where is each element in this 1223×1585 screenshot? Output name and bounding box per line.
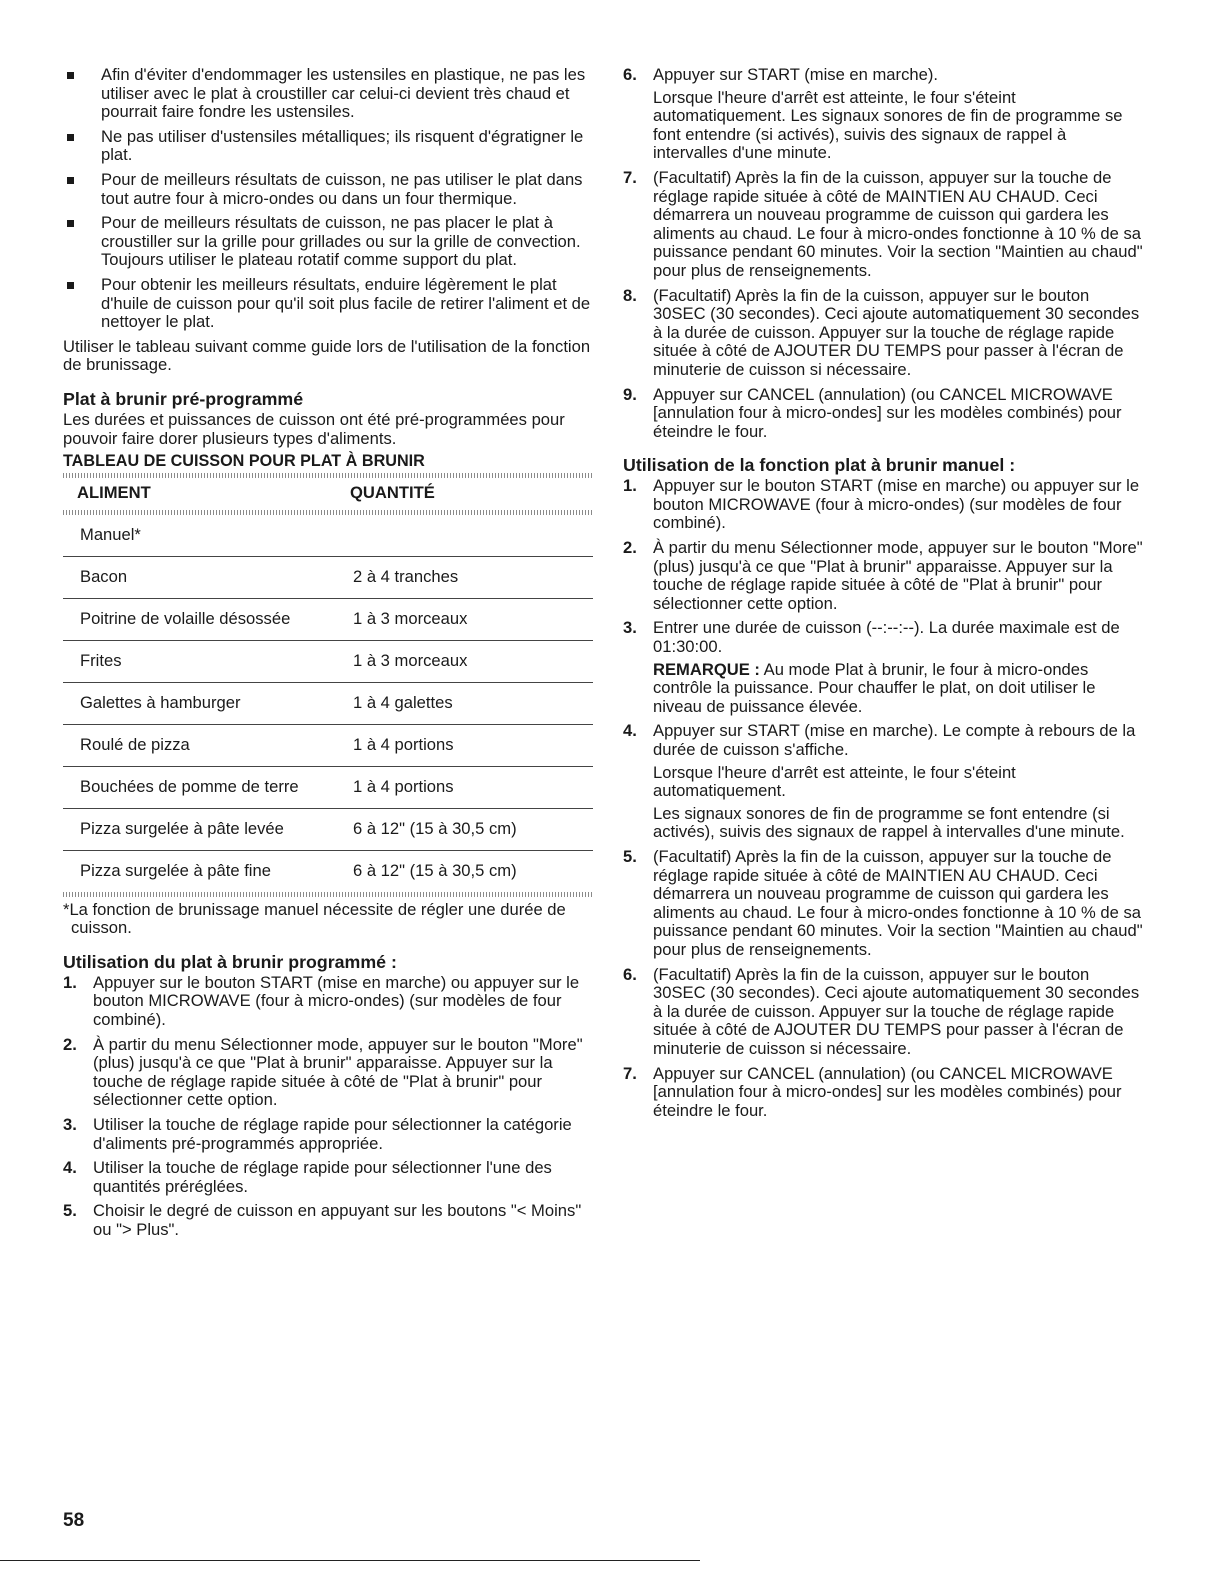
table-caption: TABLEAU DE CUISSON POUR PLAT À BRUNIR — [63, 452, 425, 471]
cell-quantity: 2 à 4 tranches — [353, 566, 459, 586]
cell-food: Manuel* — [80, 524, 141, 544]
remarque-label: REMARQUE : — [653, 659, 760, 679]
step-number: 7. — [623, 1063, 637, 1083]
list-item: Ne pas utiliser d'ustensiles métalliques; ils risquent d'égratigner le plat. — [63, 128, 593, 165]
step-text: (Facultatif) Après la fin de la cuisson, appuyer sur le bouton 30SEC (30 secondes). Ceci ajoute automatiquement 30 secondes à la durée de cuisson. Appuyer sur la touche de réglage rapide située à côté de AJOUTER DU TEMPS pour passer à l'écran de minuterie de cuisson si nécessaire. — [653, 285, 1140, 379]
table-row — [63, 767, 593, 809]
remarque-note — [653, 661, 1143, 717]
step-number: 3. — [63, 1115, 77, 1135]
step-note: Lorsque l'heure d'arrêt est atteinte, le four s'éteint automatiquement. — [653, 762, 1016, 801]
list-item — [623, 66, 1143, 163]
list-item: Pour obtenir les meilleurs résultats, enduire légèrement le plat d'huile de cuisson pour qu'il soit plus facile de retirer l'aliment et de nettoyer le plat. — [63, 276, 593, 332]
step-text: Appuyer sur le bouton START (mise en marche) ou appuyer sur le bouton MICROWAVE (four à micro-ondes) (sur modèles de four combiné). — [653, 476, 1140, 533]
table-rule — [63, 892, 593, 897]
list-item — [63, 974, 593, 1030]
step-text: Appuyer sur START (mise en marche). Le compte à rebours de la durée de cuisson s'affiche. — [653, 721, 1136, 759]
step-text: À partir du menu Sélectionner mode, appuyer sur le bouton "More" (plus) jusqu'à ce que "Plat à brunir" apparaisse. Appuyer sur la touche de réglage rapide située à côté de "Plat à brunir" pour sélectionner cette option. — [653, 538, 1143, 613]
step-text: (Facultatif) Après la fin de la cuisson, appuyer sur le bouton 30SEC (30 secondes). Ceci ajoute automatiquement 30 secondes à la durée de cuisson. Appuyer sur la touche de réglage rapide située à côté de AJOUTER DU TEMPS pour passer à l'écran de minuterie de cuisson si nécessaire. — [653, 964, 1140, 1058]
step-text: Utiliser la touche de réglage rapide pour sélectionner l'une des quantités préréglées. — [93, 1158, 552, 1196]
intro-text: Utiliser le tableau suivant comme guide lors de l'utilisation de la fonction de brunissage. — [63, 336, 591, 375]
list-item — [63, 1036, 593, 1110]
cell-quantity: 6 à 12" (15 à 30,5 cm) — [353, 860, 517, 880]
list-item: Pour de meilleurs résultats de cuisson, ne pas utiliser le plat dans tout autre four à micro-ondes ou dans un four thermique. — [63, 171, 593, 208]
cell-quantity: 1 à 4 portions — [353, 734, 454, 754]
list-item — [623, 287, 1143, 380]
step-number: 6. — [623, 964, 637, 984]
table-header — [63, 478, 593, 510]
right-column — [623, 66, 1143, 1126]
cell-food: Frites — [80, 650, 122, 670]
step-number: 2. — [63, 1034, 77, 1054]
step-text: (Facultatif) Après la fin de la cuisson, appuyer sur la touche de réglage rapide située à côté de MAINTIEN AU CHAUD. Ceci démarrera un nouveau programme de cuisson qui gardera les aliments au chaud. Le four à micro-ondes fonctionne à 10 % de sa puissance pendant 60 minutes. Voir la section "Maintien au chaud" pour plus de renseignements. — [653, 167, 1143, 280]
cell-food: Roulé de pizza — [80, 734, 190, 754]
step-text: (Facultatif) Après la fin de la cuisson, appuyer sur la touche de réglage rapide située à côté de MAINTIEN AU CHAUD. Ceci démarrera un nouveau programme de cuisson qui gardera les aliments au chaud. Le four à micro-ondes fonctionne à 10 % de sa puissance pendant 60 minutes. Voir la section "Maintien au chaud" pour plus de renseignements. — [653, 846, 1143, 959]
step-number: 6. — [623, 65, 637, 84]
manual-heading: Utilisation de la fonction plat à brunir manuel : — [623, 455, 1016, 476]
manual-steps — [623, 477, 1143, 1120]
bullet-icon — [67, 220, 74, 227]
header-quantite: QUANTITÉ — [350, 483, 435, 503]
cell-food: Bouchées de pomme de terre — [80, 776, 299, 796]
preprog-text: Les durées et puissances de cuisson ont été pré-programmées pour pouvoir faire dorer plusieurs types d'aliments. — [63, 409, 565, 448]
table-row — [63, 599, 593, 641]
cooking-table — [63, 473, 593, 897]
header-aliment: ALIMENT — [77, 483, 151, 503]
step-number: 7. — [623, 167, 637, 187]
table-row — [63, 683, 593, 725]
table-row — [63, 557, 593, 599]
step-number: 5. — [623, 846, 637, 866]
step-text: Appuyer sur CANCEL (annulation) (ou CANCEL MICROWAVE [annulation four à micro-ondes] sur les modèles combinés) pour éteindre le four. — [653, 384, 1122, 441]
cell-quantity: 6 à 12" (15 à 30,5 cm) — [353, 818, 517, 838]
table-row — [63, 641, 593, 683]
cell-food: Pizza surgelée à pâte levée — [80, 818, 284, 838]
list-item — [623, 966, 1143, 1059]
step-number: 8. — [623, 285, 637, 305]
list-item — [623, 539, 1143, 613]
cell-food: Galettes à hamburger — [80, 692, 241, 712]
list-item — [63, 1202, 593, 1239]
step-number: 1. — [623, 476, 637, 496]
step-number: 9. — [623, 384, 637, 404]
cell-food: Bacon — [80, 566, 128, 586]
bullet-icon — [67, 72, 74, 79]
bottom-rule — [0, 1560, 700, 1561]
cell-quantity: 1 à 4 portions — [353, 776, 454, 796]
step-number: 3. — [623, 618, 637, 638]
bullet-icon — [67, 177, 74, 184]
list-item: Pour de meilleurs résultats de cuisson, ne pas placer le plat à croustiller sur la grille pour grillades ou sur la grille de convection. Toujours utiliser le plateau rotatif comme support du plat. — [63, 214, 593, 270]
list-item: Afin d'éviter d'endommager les ustensiles en plastique, ne pas les utiliser avec le plat à croustiller car celui-ci devient très chaud et pourrait faire fondre les ustensiles. — [63, 66, 593, 122]
cell-food: Pizza surgelée à pâte fine — [80, 860, 271, 880]
list-item — [623, 619, 1143, 716]
cell-quantity: 1 à 4 galettes — [353, 692, 453, 712]
remarque-text: Au mode Plat à brunir, le four à micro-ondes contrôle la puissance. Pour chauffer le plat, on doit utiliser le niveau de puissance élevée. — [653, 659, 1096, 716]
step-text: Choisir le degré de cuisson en appuyant sur les boutons "< Moins" ou "> Plus". — [93, 1201, 582, 1239]
bullet-icon — [67, 134, 74, 141]
cell-food: Poitrine de volaille désossée — [80, 608, 291, 628]
step-note: Lorsque l'heure d'arrêt est atteinte, le four s'éteint automatiquement. Les signaux sonores de fin de programme se font entendre (si activés), suivis des signaux de rappel à intervalles d'une minute. — [653, 87, 1123, 163]
step-text: À partir du menu Sélectionner mode, appuyer sur le bouton "More" (plus) jusqu'à ce que "Plat à brunir" apparaisse. Appuyer sur la touche de réglage rapide située à côté de "Plat à brunir" pour sélectionner cette option. — [93, 1034, 583, 1110]
prog-steps-continued — [623, 66, 1143, 441]
step-text: Utiliser la touche de réglage rapide pour sélectionner la catégorie d'aliments pré-programmés appropriée. — [93, 1115, 572, 1153]
step-text: Appuyer sur CANCEL (annulation) (ou CANCEL MICROWAVE [annulation four à micro-ondes] sur les modèles combinés) pour éteindre le four. — [653, 1063, 1122, 1120]
table-footnote: *La fonction de brunissage manuel nécessite de régler une durée de cuisson. — [63, 899, 566, 938]
step-number: 5. — [63, 1201, 77, 1221]
prog-steps — [63, 974, 593, 1240]
step-text: Appuyer sur START (mise en marche). — [653, 65, 938, 84]
table-row — [63, 515, 593, 557]
left-column — [63, 66, 593, 1246]
step-text: Appuyer sur le bouton START (mise en marche) ou appuyer sur le bouton MICROWAVE (four à micro-ondes) (sur modèles de four combiné). — [93, 972, 580, 1030]
preprog-heading: Plat à brunir pré-programmé — [63, 388, 304, 409]
list-item — [623, 169, 1143, 281]
page-number: 58 — [63, 1510, 85, 1531]
cell-quantity: 1 à 3 morceaux — [353, 650, 468, 670]
list-item — [623, 477, 1143, 533]
step-text: Entrer une durée de cuisson (--:--:--). La durée maximale est de 01:30:00. — [653, 618, 1120, 657]
bullet-icon — [67, 282, 74, 289]
step-number: 2. — [623, 538, 637, 558]
prog-heading: Utilisation du plat à brunir programmé : — [63, 951, 397, 972]
table-row — [63, 851, 593, 892]
tips-list — [63, 66, 593, 332]
step-note: Les signaux sonores de fin de programme se font entendre (si activés), suivis des signaux de rappel à intervalles d'une minute. — [653, 803, 1125, 842]
step-number: 1. — [63, 972, 77, 992]
list-item — [623, 848, 1143, 960]
table-row — [63, 809, 593, 851]
step-number: 4. — [623, 721, 637, 741]
list-item — [63, 1159, 593, 1196]
list-item — [623, 1065, 1143, 1121]
list-item — [63, 1116, 593, 1153]
cell-quantity: 1 à 3 morceaux — [353, 608, 468, 628]
list-item — [623, 722, 1143, 842]
table-row — [63, 725, 593, 767]
step-number: 4. — [63, 1158, 77, 1178]
list-item — [623, 386, 1143, 442]
